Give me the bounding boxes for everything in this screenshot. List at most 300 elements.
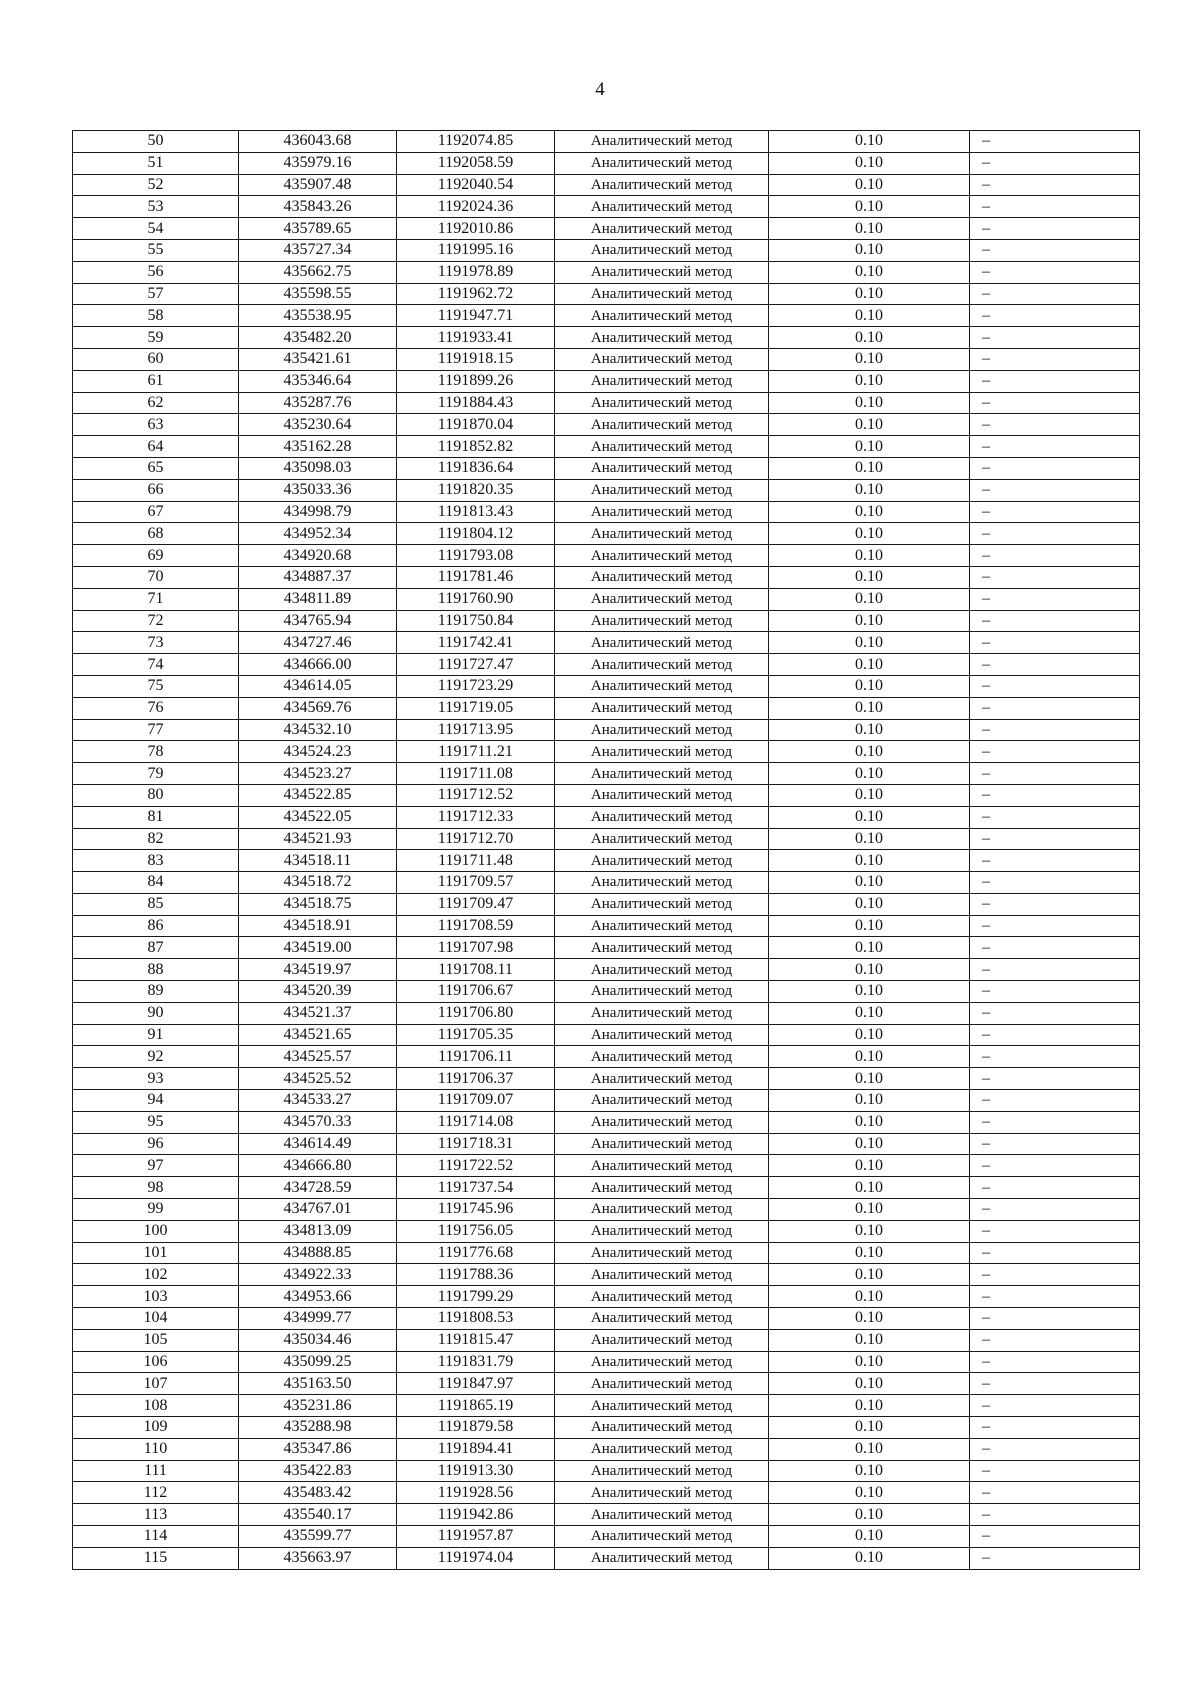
y-coordinate-cell: 1191942.86: [397, 1504, 555, 1526]
description-cell: –: [970, 414, 1140, 436]
accuracy-cell: 0.10: [769, 327, 970, 349]
table-row: [73, 1111, 1140, 1133]
x-coordinate-cell: 434523.27: [239, 763, 397, 785]
accuracy-cell: 0.10: [769, 523, 970, 545]
point-number-cell: 66: [73, 479, 239, 501]
point-number-cell: 51: [73, 152, 239, 174]
accuracy-cell: 0.10: [769, 763, 970, 785]
accuracy-cell: 0.10: [769, 1046, 970, 1068]
point-number-cell: 109: [73, 1417, 239, 1439]
point-number-cell: 83: [73, 850, 239, 872]
x-coordinate-cell: 435034.46: [239, 1329, 397, 1351]
accuracy-cell: 0.10: [769, 239, 970, 261]
description-cell: –: [970, 1111, 1140, 1133]
point-number-cell: 111: [73, 1460, 239, 1482]
point-number-cell: 90: [73, 1002, 239, 1024]
table-row: [73, 1438, 1140, 1460]
description-cell: –: [970, 1002, 1140, 1024]
description-cell: –: [970, 632, 1140, 654]
x-coordinate-cell: 434922.33: [239, 1264, 397, 1286]
y-coordinate-cell: 1191978.89: [397, 261, 555, 283]
point-number-cell: 108: [73, 1395, 239, 1417]
method-cell: Аналитический метод: [555, 937, 769, 959]
table-row: [73, 741, 1140, 763]
accuracy-cell: 0.10: [769, 1438, 970, 1460]
description-cell: –: [970, 1308, 1140, 1330]
method-cell: Аналитический метод: [555, 1068, 769, 1090]
table-row: [73, 828, 1140, 850]
method-cell: Аналитический метод: [555, 588, 769, 610]
accuracy-cell: 0.10: [769, 959, 970, 981]
table-row: [73, 632, 1140, 654]
y-coordinate-cell: 1191776.68: [397, 1242, 555, 1264]
method-cell: Аналитический метод: [555, 436, 769, 458]
x-coordinate-cell: 434952.34: [239, 523, 397, 545]
y-coordinate-cell: 1191865.19: [397, 1395, 555, 1417]
method-cell: Аналитический метод: [555, 1264, 769, 1286]
table-row: [73, 239, 1140, 261]
description-cell: –: [970, 806, 1140, 828]
table-row: [73, 610, 1140, 632]
table-row: [73, 1024, 1140, 1046]
table-row: [73, 283, 1140, 305]
table-row: [73, 806, 1140, 828]
method-cell: Аналитический метод: [555, 1526, 769, 1548]
accuracy-cell: 0.10: [769, 1286, 970, 1308]
table-row: [73, 675, 1140, 697]
x-coordinate-cell: 434518.11: [239, 850, 397, 872]
description-cell: –: [970, 937, 1140, 959]
accuracy-cell: 0.10: [769, 501, 970, 523]
y-coordinate-cell: 1191820.35: [397, 479, 555, 501]
y-coordinate-cell: 1191707.98: [397, 937, 555, 959]
method-cell: Аналитический метод: [555, 1373, 769, 1395]
point-number-cell: 75: [73, 675, 239, 697]
x-coordinate-cell: 434518.72: [239, 872, 397, 894]
description-cell: –: [970, 261, 1140, 283]
table-row: [73, 1395, 1140, 1417]
y-coordinate-cell: 1191995.16: [397, 239, 555, 261]
accuracy-cell: 0.10: [769, 893, 970, 915]
point-number-cell: 78: [73, 741, 239, 763]
y-coordinate-cell: 1191711.08: [397, 763, 555, 785]
x-coordinate-cell: 435663.97: [239, 1547, 397, 1569]
x-coordinate-cell: 435540.17: [239, 1504, 397, 1526]
method-cell: Аналитический метод: [555, 523, 769, 545]
table-row: [73, 1308, 1140, 1330]
y-coordinate-cell: 1191957.87: [397, 1526, 555, 1548]
accuracy-cell: 0.10: [769, 654, 970, 676]
accuracy-cell: 0.10: [769, 1395, 970, 1417]
y-coordinate-cell: 1191933.41: [397, 327, 555, 349]
point-number-cell: 97: [73, 1155, 239, 1177]
point-number-cell: 57: [73, 283, 239, 305]
description-cell: –: [970, 1504, 1140, 1526]
accuracy-cell: 0.10: [769, 436, 970, 458]
table-row: [73, 1177, 1140, 1199]
description-cell: –: [970, 457, 1140, 479]
x-coordinate-cell: 436043.68: [239, 131, 397, 153]
point-number-cell: 93: [73, 1068, 239, 1090]
table-row: [73, 1547, 1140, 1569]
method-cell: Аналитический метод: [555, 872, 769, 894]
accuracy-cell: 0.10: [769, 850, 970, 872]
accuracy-cell: 0.10: [769, 915, 970, 937]
y-coordinate-cell: 1191722.52: [397, 1155, 555, 1177]
description-cell: –: [970, 1264, 1140, 1286]
table-row: [73, 1046, 1140, 1068]
description-cell: –: [970, 1460, 1140, 1482]
x-coordinate-cell: 435231.86: [239, 1395, 397, 1417]
point-number-cell: 72: [73, 610, 239, 632]
point-number-cell: 55: [73, 239, 239, 261]
method-cell: Аналитический метод: [555, 1242, 769, 1264]
description-cell: –: [970, 370, 1140, 392]
y-coordinate-cell: 1191706.37: [397, 1068, 555, 1090]
method-cell: Аналитический метод: [555, 719, 769, 741]
description-cell: –: [970, 828, 1140, 850]
x-coordinate-cell: 434666.80: [239, 1155, 397, 1177]
y-coordinate-cell: 1191737.54: [397, 1177, 555, 1199]
y-coordinate-cell: 1191708.59: [397, 915, 555, 937]
method-cell: Аналитический метод: [555, 915, 769, 937]
method-cell: Аналитический метод: [555, 1286, 769, 1308]
point-number-cell: 60: [73, 348, 239, 370]
method-cell: Аналитический метод: [555, 457, 769, 479]
point-number-cell: 110: [73, 1438, 239, 1460]
x-coordinate-cell: 434522.85: [239, 784, 397, 806]
y-coordinate-cell: 1191852.82: [397, 436, 555, 458]
x-coordinate-cell: 435422.83: [239, 1460, 397, 1482]
x-coordinate-cell: 434767.01: [239, 1199, 397, 1221]
table-row: [73, 131, 1140, 153]
accuracy-cell: 0.10: [769, 1526, 970, 1548]
point-number-cell: 85: [73, 893, 239, 915]
x-coordinate-cell: 434998.79: [239, 501, 397, 523]
point-number-cell: 104: [73, 1308, 239, 1330]
table-row: [73, 1264, 1140, 1286]
description-cell: –: [970, 915, 1140, 937]
accuracy-cell: 0.10: [769, 1155, 970, 1177]
accuracy-cell: 0.10: [769, 1308, 970, 1330]
method-cell: Аналитический метод: [555, 414, 769, 436]
point-number-cell: 80: [73, 784, 239, 806]
y-coordinate-cell: 1191962.72: [397, 283, 555, 305]
table-row: [73, 872, 1140, 894]
accuracy-cell: 0.10: [769, 1504, 970, 1526]
y-coordinate-cell: 1191713.95: [397, 719, 555, 741]
accuracy-cell: 0.10: [769, 937, 970, 959]
table-row: [73, 981, 1140, 1003]
coordinates-table-body: [73, 131, 1140, 1570]
x-coordinate-cell: 434525.52: [239, 1068, 397, 1090]
accuracy-cell: 0.10: [769, 261, 970, 283]
table-row: [73, 457, 1140, 479]
table-row: [73, 1242, 1140, 1264]
x-coordinate-cell: 435288.98: [239, 1417, 397, 1439]
y-coordinate-cell: 1191899.26: [397, 370, 555, 392]
y-coordinate-cell: 1191836.64: [397, 457, 555, 479]
y-coordinate-cell: 1191974.04: [397, 1547, 555, 1569]
y-coordinate-cell: 1191719.05: [397, 697, 555, 719]
description-cell: –: [970, 566, 1140, 588]
method-cell: Аналитический метод: [555, 828, 769, 850]
accuracy-cell: 0.10: [769, 414, 970, 436]
point-number-cell: 96: [73, 1133, 239, 1155]
accuracy-cell: 0.10: [769, 719, 970, 741]
x-coordinate-cell: 435483.42: [239, 1482, 397, 1504]
accuracy-cell: 0.10: [769, 1547, 970, 1569]
description-cell: –: [970, 763, 1140, 785]
table-row: [73, 1155, 1140, 1177]
point-number-cell: 70: [73, 566, 239, 588]
description-cell: –: [970, 1133, 1140, 1155]
table-row: [73, 174, 1140, 196]
method-cell: Аналитический метод: [555, 196, 769, 218]
table-row: [73, 218, 1140, 240]
table-row: [73, 1220, 1140, 1242]
y-coordinate-cell: 1191831.79: [397, 1351, 555, 1373]
method-cell: Аналитический метод: [555, 675, 769, 697]
point-number-cell: 64: [73, 436, 239, 458]
x-coordinate-cell: 435347.86: [239, 1438, 397, 1460]
accuracy-cell: 0.10: [769, 741, 970, 763]
point-number-cell: 112: [73, 1482, 239, 1504]
accuracy-cell: 0.10: [769, 152, 970, 174]
point-number-cell: 77: [73, 719, 239, 741]
y-coordinate-cell: 1191808.53: [397, 1308, 555, 1330]
description-cell: –: [970, 1286, 1140, 1308]
point-number-cell: 65: [73, 457, 239, 479]
point-number-cell: 59: [73, 327, 239, 349]
accuracy-cell: 0.10: [769, 174, 970, 196]
x-coordinate-cell: 435421.61: [239, 348, 397, 370]
y-coordinate-cell: 1191706.11: [397, 1046, 555, 1068]
method-cell: Аналитический метод: [555, 261, 769, 283]
y-coordinate-cell: 1192058.59: [397, 152, 555, 174]
point-number-cell: 102: [73, 1264, 239, 1286]
x-coordinate-cell: 434999.77: [239, 1308, 397, 1330]
method-cell: Аналитический метод: [555, 501, 769, 523]
method-cell: Аналитический метод: [555, 1395, 769, 1417]
coordinates-table: [72, 130, 1140, 1570]
method-cell: Аналитический метод: [555, 632, 769, 654]
table-row: [73, 588, 1140, 610]
table-row: [73, 479, 1140, 501]
x-coordinate-cell: 434518.91: [239, 915, 397, 937]
y-coordinate-cell: 1191709.57: [397, 872, 555, 894]
point-number-cell: 76: [73, 697, 239, 719]
method-cell: Аналитический метод: [555, 1438, 769, 1460]
point-number-cell: 98: [73, 1177, 239, 1199]
accuracy-cell: 0.10: [769, 1329, 970, 1351]
table-row: [73, 1068, 1140, 1090]
point-number-cell: 84: [73, 872, 239, 894]
description-cell: –: [970, 588, 1140, 610]
table-row: [73, 1460, 1140, 1482]
method-cell: Аналитический метод: [555, 806, 769, 828]
y-coordinate-cell: 1191712.33: [397, 806, 555, 828]
description-cell: –: [970, 784, 1140, 806]
y-coordinate-cell: 1191815.47: [397, 1329, 555, 1351]
y-coordinate-cell: 1191884.43: [397, 392, 555, 414]
accuracy-cell: 0.10: [769, 370, 970, 392]
table-row: [73, 1090, 1140, 1112]
point-number-cell: 106: [73, 1351, 239, 1373]
x-coordinate-cell: 434532.10: [239, 719, 397, 741]
x-coordinate-cell: 435662.75: [239, 261, 397, 283]
table-row: [73, 1286, 1140, 1308]
x-coordinate-cell: 434569.76: [239, 697, 397, 719]
accuracy-cell: 0.10: [769, 1417, 970, 1439]
accuracy-cell: 0.10: [769, 1373, 970, 1395]
x-coordinate-cell: 435843.26: [239, 196, 397, 218]
x-coordinate-cell: 434521.93: [239, 828, 397, 850]
method-cell: Аналитический метод: [555, 1504, 769, 1526]
description-cell: –: [970, 1155, 1140, 1177]
description-cell: –: [970, 1199, 1140, 1221]
method-cell: Аналитический метод: [555, 741, 769, 763]
point-number-cell: 68: [73, 523, 239, 545]
method-cell: Аналитический метод: [555, 1199, 769, 1221]
description-cell: –: [970, 305, 1140, 327]
point-number-cell: 103: [73, 1286, 239, 1308]
method-cell: Аналитический метод: [555, 1329, 769, 1351]
x-coordinate-cell: 434614.05: [239, 675, 397, 697]
method-cell: Аналитический метод: [555, 763, 769, 785]
x-coordinate-cell: 434727.46: [239, 632, 397, 654]
point-number-cell: 114: [73, 1526, 239, 1548]
method-cell: Аналитический метод: [555, 1002, 769, 1024]
accuracy-cell: 0.10: [769, 806, 970, 828]
description-cell: –: [970, 196, 1140, 218]
accuracy-cell: 0.10: [769, 784, 970, 806]
table-row: [73, 196, 1140, 218]
table-row: [73, 763, 1140, 785]
x-coordinate-cell: 434521.37: [239, 1002, 397, 1024]
table-row: [73, 545, 1140, 567]
x-coordinate-cell: 435598.55: [239, 283, 397, 305]
x-coordinate-cell: 434518.75: [239, 893, 397, 915]
method-cell: Аналитический метод: [555, 1308, 769, 1330]
method-cell: Аналитический метод: [555, 784, 769, 806]
x-coordinate-cell: 435033.36: [239, 479, 397, 501]
description-cell: –: [970, 1395, 1140, 1417]
y-coordinate-cell: 1191847.97: [397, 1373, 555, 1395]
accuracy-cell: 0.10: [769, 1111, 970, 1133]
method-cell: Аналитический метод: [555, 893, 769, 915]
description-cell: –: [970, 1373, 1140, 1395]
accuracy-cell: 0.10: [769, 1242, 970, 1264]
y-coordinate-cell: 1191712.52: [397, 784, 555, 806]
x-coordinate-cell: 434522.05: [239, 806, 397, 828]
x-coordinate-cell: 435098.03: [239, 457, 397, 479]
accuracy-cell: 0.10: [769, 1177, 970, 1199]
method-cell: Аналитический метод: [555, 1046, 769, 1068]
y-coordinate-cell: 1191745.96: [397, 1199, 555, 1221]
method-cell: Аналитический метод: [555, 152, 769, 174]
point-number-cell: 69: [73, 545, 239, 567]
x-coordinate-cell: 434887.37: [239, 566, 397, 588]
accuracy-cell: 0.10: [769, 588, 970, 610]
accuracy-cell: 0.10: [769, 1482, 970, 1504]
y-coordinate-cell: 1191799.29: [397, 1286, 555, 1308]
description-cell: –: [970, 959, 1140, 981]
y-coordinate-cell: 1191918.15: [397, 348, 555, 370]
description-cell: –: [970, 1177, 1140, 1199]
method-cell: Аналитический метод: [555, 1547, 769, 1569]
description-cell: –: [970, 893, 1140, 915]
description-cell: –: [970, 1242, 1140, 1264]
method-cell: Аналитический метод: [555, 1024, 769, 1046]
table-row: [73, 959, 1140, 981]
x-coordinate-cell: 434520.39: [239, 981, 397, 1003]
x-coordinate-cell: 435789.65: [239, 218, 397, 240]
method-cell: Аналитический метод: [555, 1460, 769, 1482]
description-cell: –: [970, 523, 1140, 545]
point-number-cell: 81: [73, 806, 239, 828]
y-coordinate-cell: 1191705.35: [397, 1024, 555, 1046]
accuracy-cell: 0.10: [769, 545, 970, 567]
method-cell: Аналитический метод: [555, 1155, 769, 1177]
x-coordinate-cell: 435599.77: [239, 1526, 397, 1548]
description-cell: –: [970, 283, 1140, 305]
method-cell: Аналитический метод: [555, 239, 769, 261]
point-number-cell: 92: [73, 1046, 239, 1068]
method-cell: Аналитический метод: [555, 174, 769, 196]
table-row: [73, 305, 1140, 327]
table-row: [73, 348, 1140, 370]
method-cell: Аналитический метод: [555, 305, 769, 327]
accuracy-cell: 0.10: [769, 675, 970, 697]
method-cell: Аналитический метод: [555, 850, 769, 872]
x-coordinate-cell: 435346.64: [239, 370, 397, 392]
method-cell: Аналитический метод: [555, 610, 769, 632]
point-number-cell: 99: [73, 1199, 239, 1221]
y-coordinate-cell: 1191804.12: [397, 523, 555, 545]
description-cell: –: [970, 654, 1140, 676]
method-cell: Аналитический метод: [555, 1111, 769, 1133]
table-row: [73, 784, 1140, 806]
description-cell: –: [970, 392, 1140, 414]
y-coordinate-cell: 1192024.36: [397, 196, 555, 218]
y-coordinate-cell: 1191706.67: [397, 981, 555, 1003]
table-row: [73, 370, 1140, 392]
method-cell: Аналитический метод: [555, 959, 769, 981]
accuracy-cell: 0.10: [769, 1264, 970, 1286]
description-cell: –: [970, 327, 1140, 349]
description-cell: –: [970, 1068, 1140, 1090]
table-row: [73, 1002, 1140, 1024]
x-coordinate-cell: 434570.33: [239, 1111, 397, 1133]
point-number-cell: 53: [73, 196, 239, 218]
method-cell: Аналитический метод: [555, 348, 769, 370]
table-row: [73, 654, 1140, 676]
table-row: [73, 893, 1140, 915]
y-coordinate-cell: 1191870.04: [397, 414, 555, 436]
y-coordinate-cell: 1191760.90: [397, 588, 555, 610]
description-cell: –: [970, 501, 1140, 523]
point-number-cell: 88: [73, 959, 239, 981]
description-cell: –: [970, 697, 1140, 719]
accuracy-cell: 0.10: [769, 981, 970, 1003]
description-cell: –: [970, 1090, 1140, 1112]
point-number-cell: 63: [73, 414, 239, 436]
accuracy-cell: 0.10: [769, 1090, 970, 1112]
point-number-cell: 52: [73, 174, 239, 196]
accuracy-cell: 0.10: [769, 1068, 970, 1090]
accuracy-cell: 0.10: [769, 872, 970, 894]
